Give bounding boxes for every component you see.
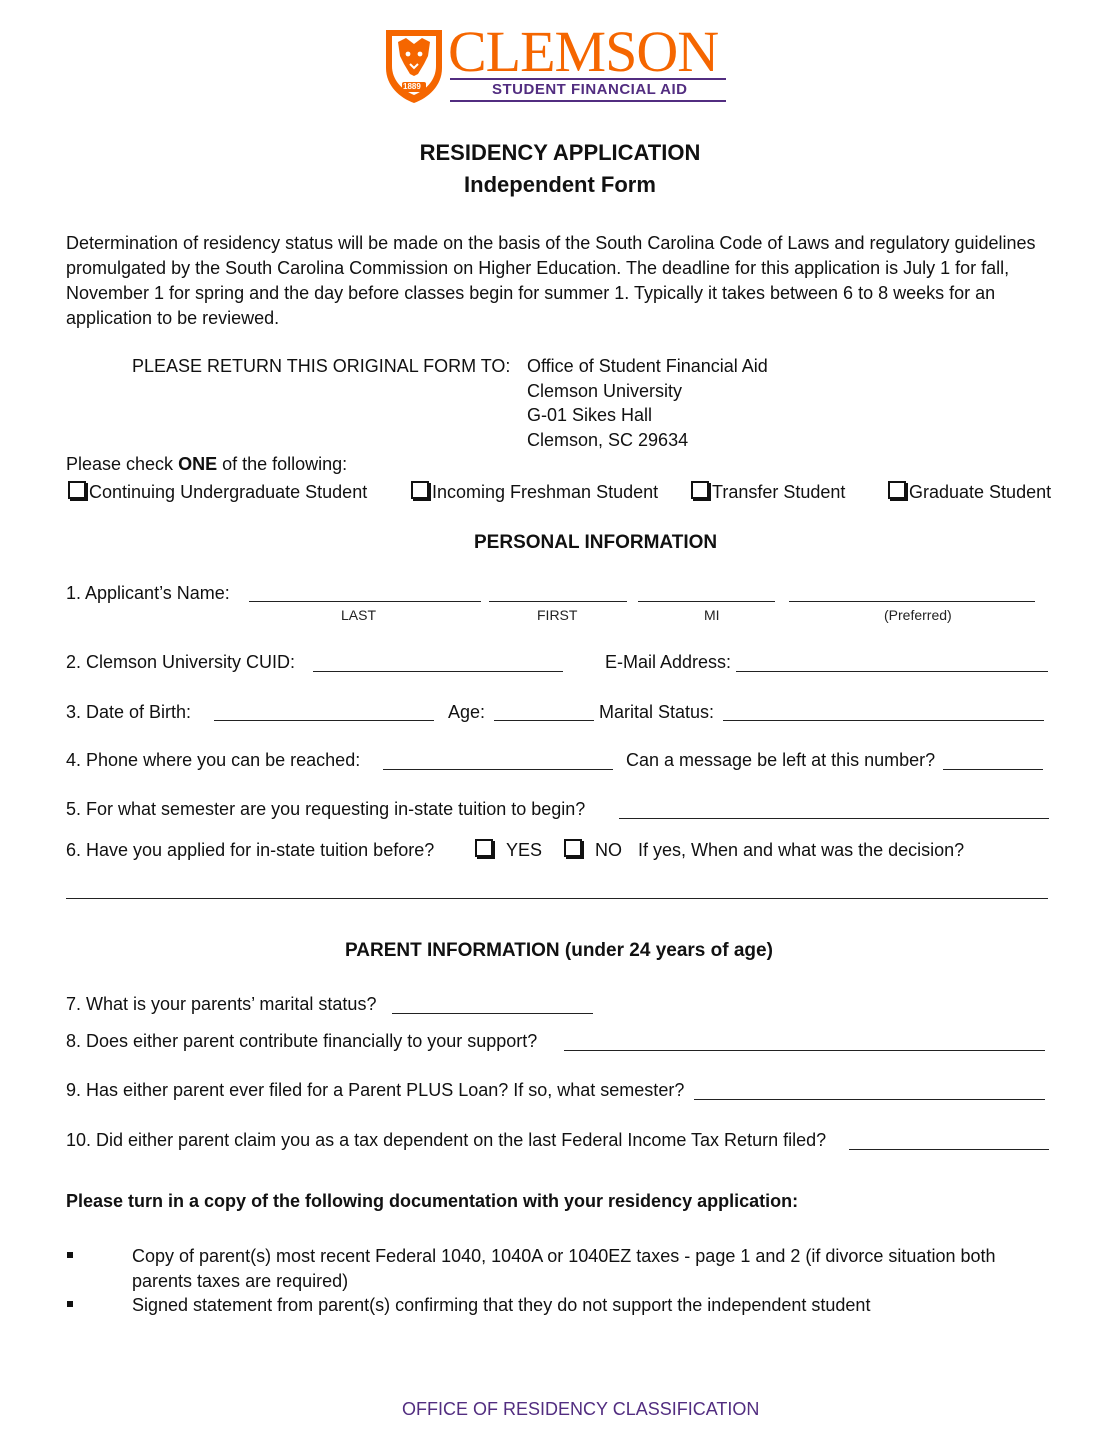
- checkbox-icon[interactable]: [691, 481, 709, 499]
- sublabel-preferred: (Preferred): [884, 607, 952, 623]
- sublabel-mi: MI: [704, 607, 720, 623]
- age-label: Age:: [448, 702, 486, 722]
- phone-field[interactable]: [383, 769, 613, 770]
- q4-label: 4. Phone where you can be reached:: [66, 750, 361, 770]
- parents-marital-status-field[interactable]: [392, 1013, 593, 1014]
- logo-subtitle: STUDENT FINANCIAL AID: [492, 81, 688, 98]
- q5-label: 5. For what semester are you requesting in-state tuition to begin?: [66, 799, 586, 819]
- option-incoming-freshman[interactable]: Incoming Freshman Student: [411, 480, 658, 505]
- middle-initial-field[interactable]: [638, 601, 775, 602]
- return-label: PLEASE RETURN THIS ORIGINAL FORM TO:: [132, 356, 511, 376]
- logo-underline-bottom: [450, 100, 726, 102]
- bullet-icon: [67, 1301, 73, 1307]
- logo-year: 1889: [403, 82, 421, 91]
- semester-field[interactable]: [619, 818, 1049, 819]
- q6-label: 6. Have you applied for in-state tuition before?: [66, 840, 435, 860]
- q2-label: 2. Clemson University CUID:: [66, 652, 296, 672]
- check-one-emphasis: ONE: [178, 454, 218, 474]
- preferred-name-field[interactable]: [789, 601, 1035, 602]
- documentation-item: Copy of parent(s) most recent Federal 1040, 1040A or 1040EZ taxes - page 1 and 2 (if divorce situation both parents taxes are required): [132, 1246, 996, 1291]
- q6-followup-label: If yes, When and what was the decision?: [638, 840, 965, 860]
- sublabel-first: FIRST: [537, 607, 578, 623]
- q8-label: 8. Does either parent contribute financially to your support?: [66, 1031, 538, 1051]
- intro-paragraph: Determination of residency status will be made on the basis of the South Carolina Code of Laws and regulatory guidelines promulgated by the South Carolina Commission on Higher Education. The deadline for this application is July 1 for fall, November 1 for spring and the day before classes begin for summer 1. Typically it takes between 6 to 8 weeks for an application to be reviewed.: [66, 233, 1036, 328]
- logo: [384, 19, 734, 104]
- return-address-line: G-01 Sikes Hall: [527, 405, 653, 425]
- last-name-field[interactable]: [249, 601, 481, 602]
- first-name-field[interactable]: [489, 601, 627, 602]
- tax-dependent-field[interactable]: [849, 1149, 1049, 1150]
- checkbox-icon[interactable]: [475, 839, 493, 857]
- q10-label: 10. Did either parent claim you as a tax dependent on the last Federal Income Tax Return filed?: [66, 1130, 827, 1150]
- checkbox-icon[interactable]: [411, 481, 429, 499]
- form-title: RESIDENCY APPLICATION: [419, 140, 701, 165]
- return-address-line: Clemson, SC 29634: [527, 430, 689, 450]
- checkbox-icon[interactable]: [68, 481, 86, 499]
- logo-wordmark: CLEMSON: [448, 19, 719, 84]
- q3-label: 3. Date of Birth:: [66, 702, 192, 722]
- return-address-line: Clemson University: [527, 381, 683, 401]
- decision-field[interactable]: [66, 898, 1048, 899]
- marital-status-label: Marital Status:: [599, 702, 715, 722]
- option-graduate[interactable]: Graduate Student: [888, 480, 1051, 505]
- bullet-icon: [67, 1252, 73, 1258]
- documentation-item: Signed statement from parent(s) confirming that they do not support the independent student: [132, 1295, 871, 1315]
- no-option[interactable]: NO: [564, 838, 622, 863]
- personal-info-heading: PERSONAL INFORMATION: [474, 532, 718, 553]
- cuid-field[interactable]: [313, 671, 563, 672]
- option-transfer[interactable]: Transfer Student: [691, 480, 845, 505]
- option-continuing-undergraduate[interactable]: Continuing Undergraduate Student: [68, 480, 367, 505]
- sublabel-last: LAST: [341, 607, 377, 623]
- parent-info-heading: PARENT INFORMATION (under 24 years of age): [345, 940, 773, 961]
- q7-label: 7. What is your parents’ marital status?: [66, 994, 377, 1014]
- message-label: Can a message be left at this number?: [626, 750, 936, 770]
- tiger-shield-icon: [384, 28, 444, 104]
- parent-support-field[interactable]: [564, 1050, 1045, 1051]
- check-one-instruction: Please check ONE of the following:: [66, 454, 348, 474]
- checkbox-icon[interactable]: [564, 839, 582, 857]
- logo-underline-top: [450, 78, 726, 80]
- q9-label: 9. Has either parent ever filed for a Parent PLUS Loan? If so, what semester?: [66, 1080, 685, 1100]
- marital-status-field[interactable]: [723, 720, 1044, 721]
- email-field[interactable]: [736, 671, 1048, 672]
- message-field[interactable]: [943, 769, 1043, 770]
- age-field[interactable]: [494, 720, 594, 721]
- form-subtitle: Independent Form: [464, 172, 656, 197]
- checkbox-icon[interactable]: [888, 481, 906, 499]
- return-address-line: Office of Student Financial Aid: [527, 356, 768, 376]
- plus-loan-field[interactable]: [694, 1099, 1045, 1100]
- footer-office-name: OFFICE OF RESIDENCY CLASSIFICATION: [402, 1399, 760, 1419]
- email-label: E-Mail Address:: [605, 652, 732, 672]
- q1-label: 1. Applicant’s Name:: [66, 583, 230, 603]
- dob-field[interactable]: [214, 720, 434, 721]
- documentation-heading: Please turn in a copy of the following documentation with your residency application:: [66, 1191, 799, 1211]
- yes-option[interactable]: YES: [475, 838, 542, 863]
